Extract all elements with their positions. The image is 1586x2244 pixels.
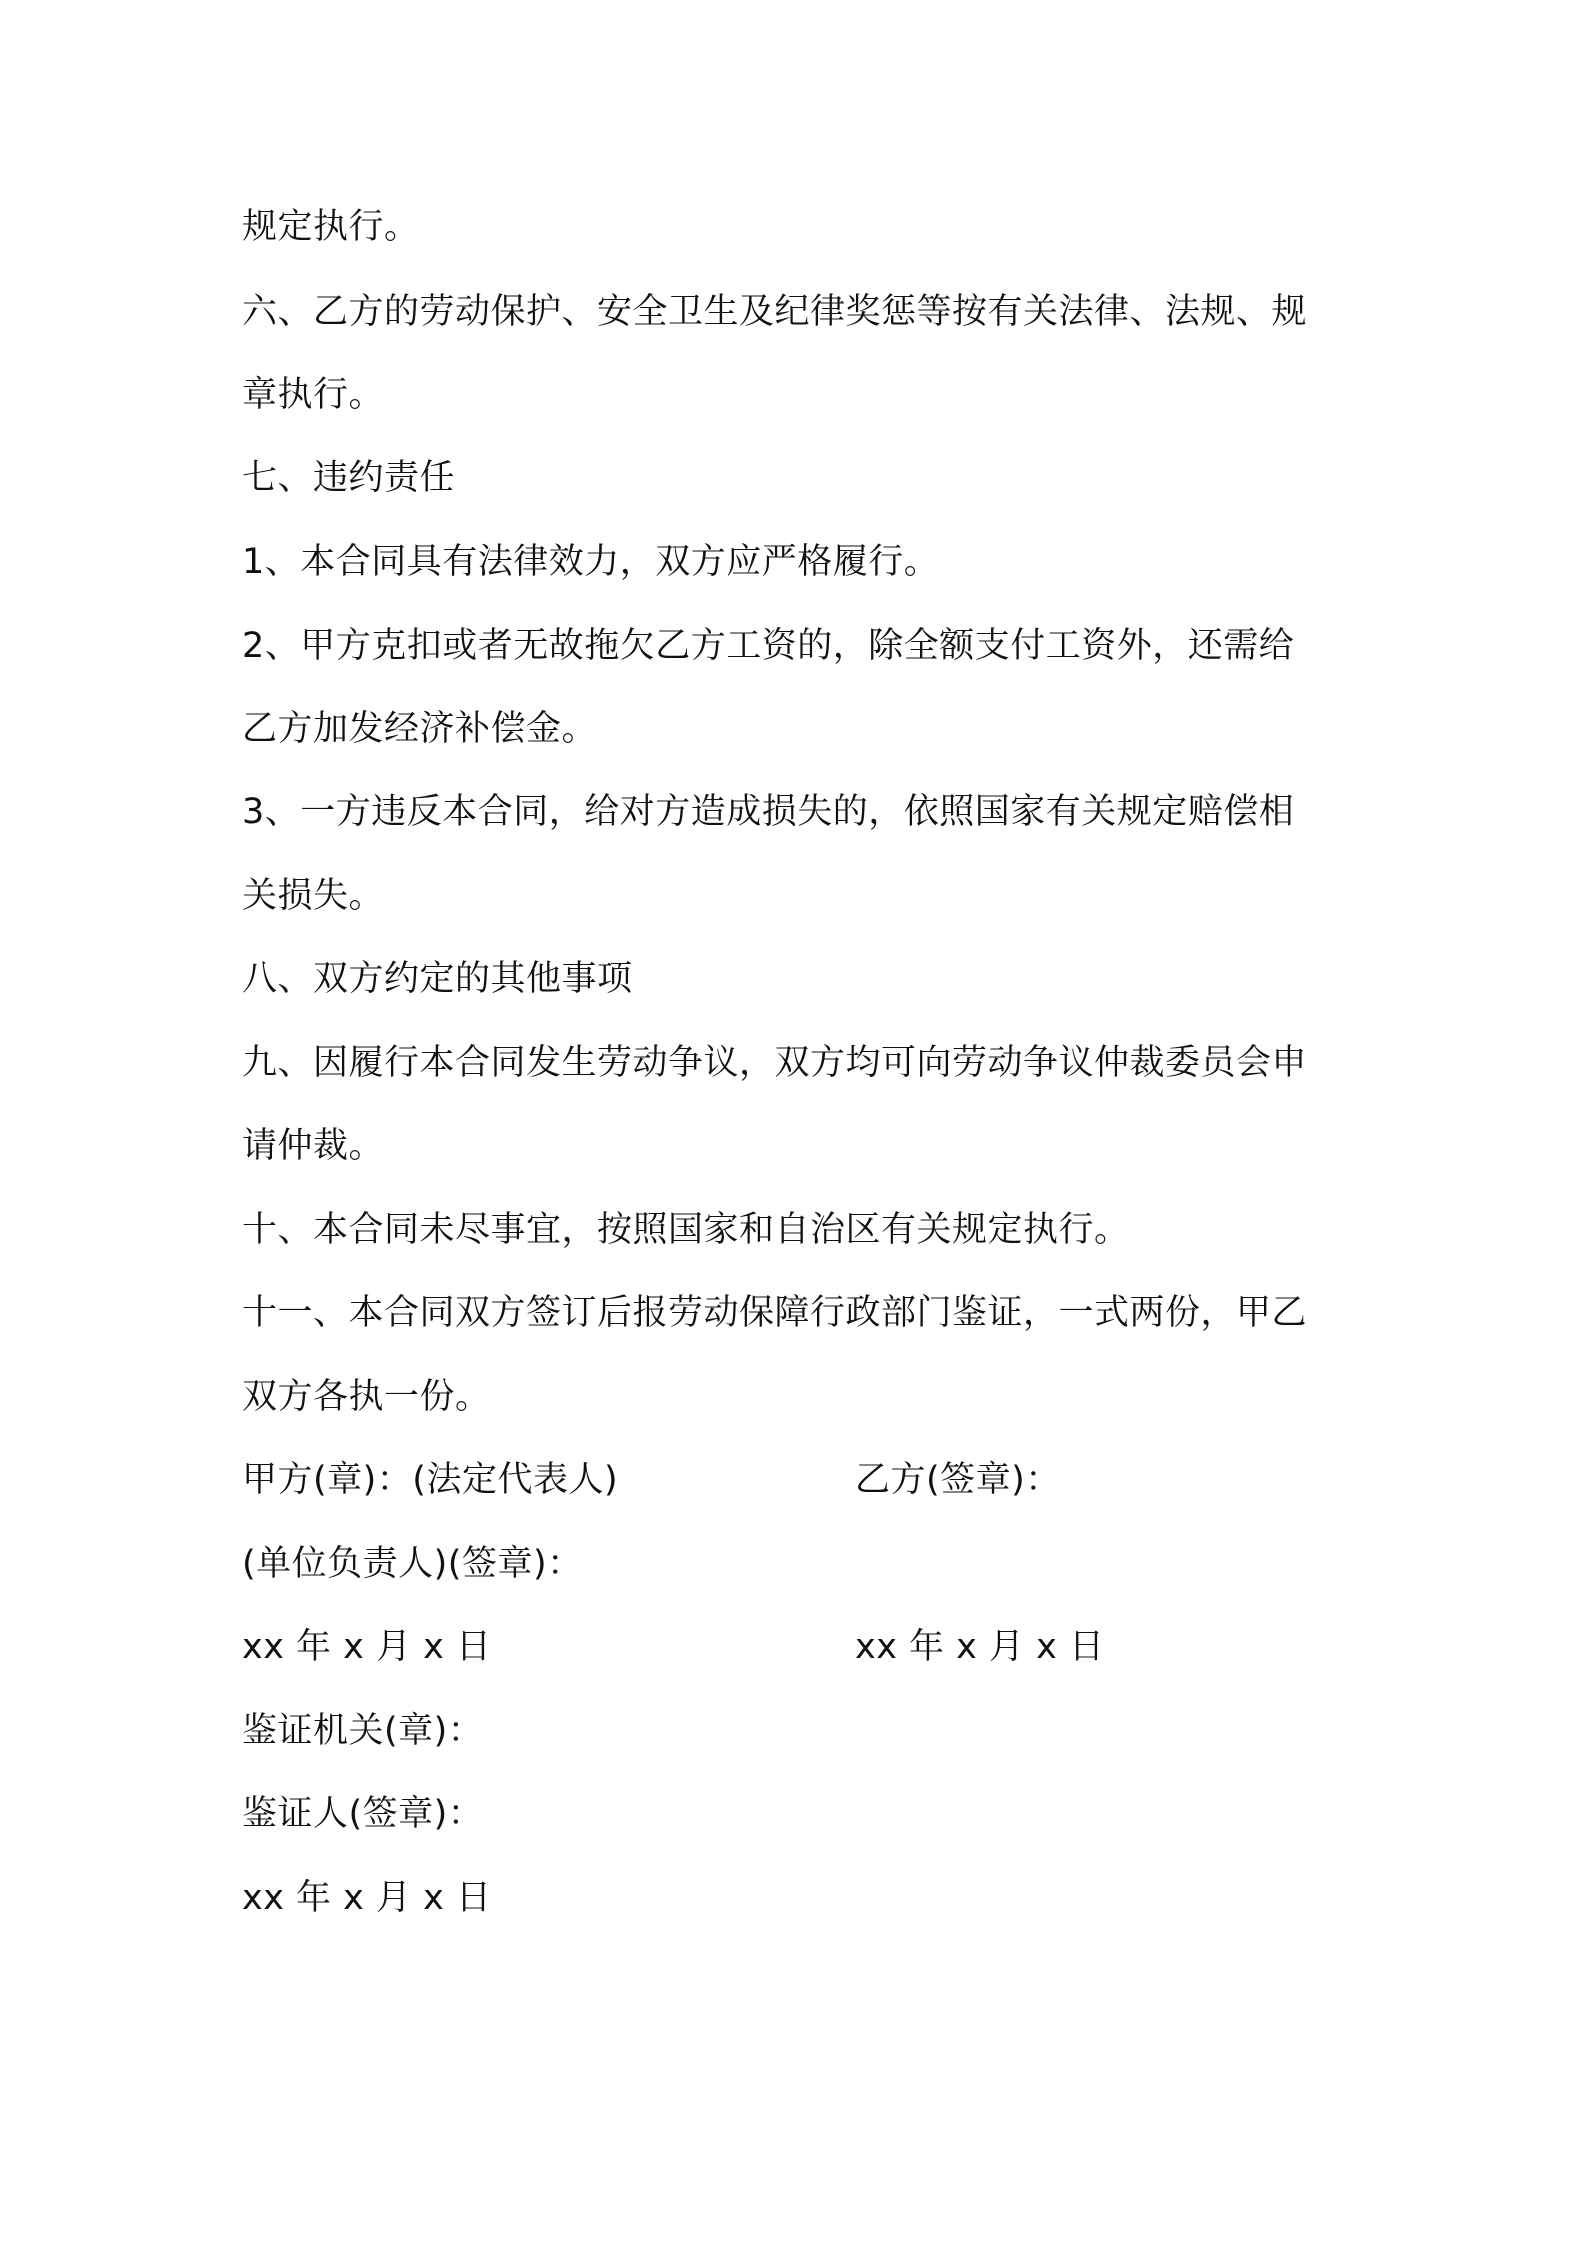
clause-11-line-1: 十一、本合同双方签订后报劳动保障行政部门鉴证，一式两份，甲乙 [242, 1293, 1308, 1333]
clause-6-line-1: 六、乙方的劳动保护、安全卫生及纪律奖惩等按有关法律、法规、规 [242, 292, 1308, 332]
clause-7-3-line-2: 关损失。 [242, 876, 385, 916]
clause-10: 十、本合同未尽事宜，按照国家和自治区有关规定执行。 [242, 1210, 1130, 1250]
clause-9-line-1: 九、因履行本合同发生劳动争议，双方均可向劳动争议仲裁委员会申 [242, 1043, 1308, 1083]
clause-6-line-2: 章执行。 [242, 375, 385, 415]
party-b-date: xx 年 x 月 x 日 [855, 1627, 1105, 1667]
party-a-label: 甲方(章)：(法定代表人) [242, 1460, 619, 1500]
party-a-date: xx 年 x 月 x 日 [242, 1627, 492, 1667]
clause-line-1: 规定执行。 [242, 207, 420, 247]
authority-label: 鉴证机关(章)： [242, 1711, 484, 1751]
clause-7-3-line-1: 3、一方违反本合同，给对方造成损失的，依照国家有关规定赔偿相 [242, 792, 1295, 832]
clause-7-1: 1、本合同具有法律效力，双方应严格履行。 [242, 542, 940, 582]
party-b-label: 乙方(签章)： [855, 1460, 1061, 1500]
authority-date: xx 年 x 月 x 日 [242, 1878, 492, 1918]
witness-label: 鉴证人(签章)： [242, 1794, 484, 1834]
clause-11-line-2: 双方各执一份。 [242, 1377, 491, 1417]
clause-7-2-line-2: 乙方加发经济补偿金。 [242, 709, 598, 749]
unit-head-label: (单位负责人)(签章)： [242, 1544, 583, 1584]
clause-7-2-line-1: 2、甲方克扣或者无故拖欠乙方工资的，除全额支付工资外，还需给 [242, 626, 1295, 666]
section-7-heading: 七、违约责任 [242, 458, 456, 498]
section-8-heading: 八、双方约定的其他事项 [242, 959, 633, 999]
clause-9-line-2: 请仲裁。 [242, 1126, 385, 1166]
